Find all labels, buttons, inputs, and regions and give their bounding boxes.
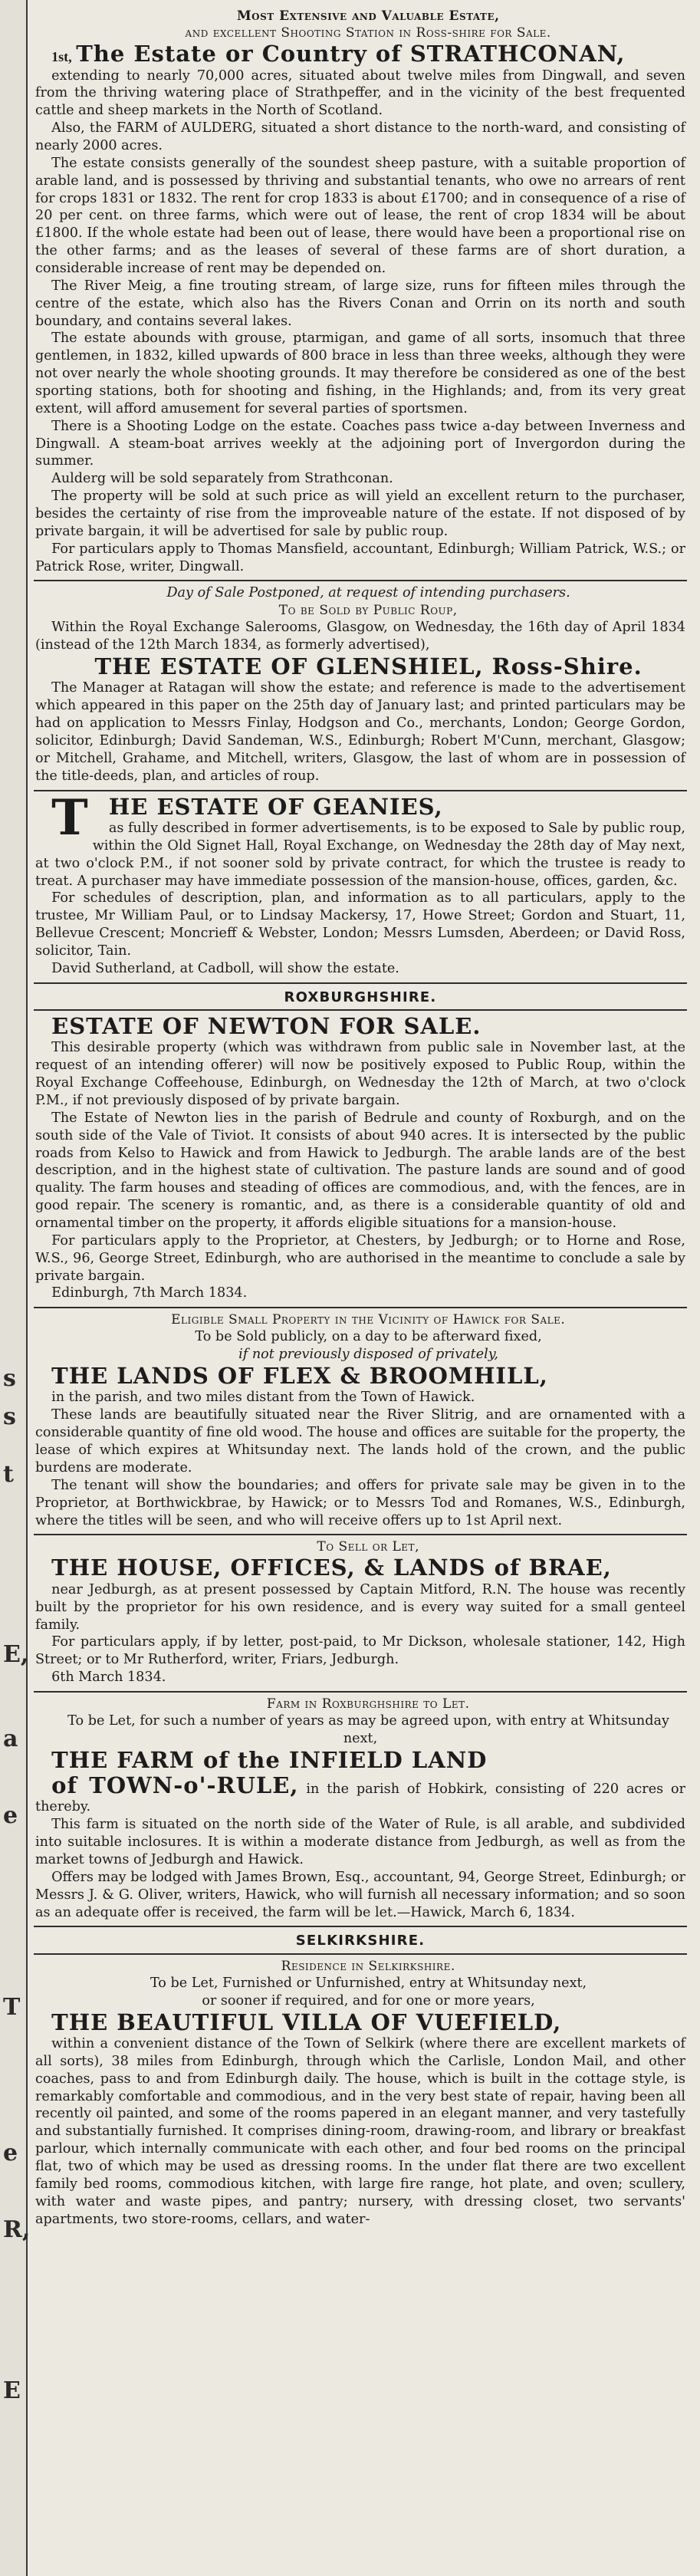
ad-title-line xyxy=(35,1555,685,1581)
ad-title-line xyxy=(35,788,685,847)
ad-title-line xyxy=(35,1773,685,1816)
ad-subheading: To be Let, for such a number of years as may be agreed upon, with entry at Whitsunday next, xyxy=(67,1713,669,1746)
ad-heading: Residence in Selkirkshire. xyxy=(281,1958,455,1974)
ad-paragraph: The Estate of Newton lies in the parish of Bedrule and county of Roxburgh, and on the south side of the Vale of Tiviot. It consists of about 940 acres. It is intersected by the public roads from Kelso to Hawick and from Hawick to Jedburgh. The arable lands are of the best description, and in the highest state of cultivation. The pasture lands are sound and of good quality. The farm houses and steading of offices are commodious, and, with the fences, are in good repair. The scenery is romantic, and, as there is a considerable quantity of old and ornamental timber on the property, it affords eligible situations for a mansion-house. xyxy=(35,1110,685,1232)
ad-paragraph: Aulderg will be sold separately from Strathconan. xyxy=(51,471,393,487)
gutter-mark: E, xyxy=(3,1641,29,1668)
gutter-mark: t xyxy=(3,1461,14,1488)
gutter-mark: T xyxy=(3,1994,21,2021)
ad-title: ESTATE OF NEWTON FOR SALE. xyxy=(51,1013,481,1040)
ad-subheading: To be Sold publicly, on a day to be afterward fixed, xyxy=(195,1329,542,1345)
ad-paragraph: The River Meig, a fine trouting stream, of large size, runs for fifteen miles through the centre of the estate, which also has the Rivers Conan and Orrin on its north and south boundary, and contains several lakes. xyxy=(35,278,685,329)
ad-paragraph: For particulars apply to Thomas Mansfield, accountant, Edinburgh; William Patrick, W.S.; or Patrick Rose, writer, Dingwall. xyxy=(35,541,685,574)
ad-title: THE LANDS OF FLEX & BROOMHILL, xyxy=(51,1363,548,1390)
ad-heading: Eligible Small Property in the Vicinity of Hawick for Sale. xyxy=(171,1312,566,1328)
ad-subheading: if not previously disposed of privately, xyxy=(238,1347,498,1363)
ad-paragraph: The estate abounds with grouse, ptarmigan, and game of all sorts, insomuch that three gentlemen, in 1832, killed upwards of 800 brace in less than three weeks, although they were not over nearly the whole shooting grounds. It may therefore be considered as one of the best sporting stations, both for shooting and fishing, in the Highlands; and, from its very great extent, will afford amusement for several parties of sportsmen. xyxy=(35,331,685,416)
gutter-mark: s xyxy=(3,1403,16,1430)
gutter-mark: s xyxy=(3,1365,16,1392)
ad-paragraph: For particulars apply, if by letter, post-paid, to Mr Dickson, wholesale stationer, 142, High Street; or to Mr Rutherford, writer, Friars, Jedburgh. xyxy=(35,1634,685,1668)
ad-title: THE FARM of the INFIELD LAND xyxy=(51,1746,488,1773)
ad-vuefield xyxy=(34,1955,687,2233)
ad-paragraph: The Manager at Ratagan will show the estate; and reference is made to the advertisement which appeared in this paper on the 25th day of January last; and printed particulars may be had on application to Messrs Finlay, Hodgson and Co., merchants, London; George Gordon, solicitor, Edinburgh; David Sandeman, W.S., Edinburgh; Robert M'Cunn, merchant, Glasgow; or Mitchell, Grahame, and Mitchell, writers, Glasgow, the last of whom are in possession of the title-deeds, plan, and articles of roup. xyxy=(35,680,685,784)
ad-paragraph: These lands are beautifully situated near the River Slitrig, and are ornamented with a considerable quantity of fine old wood. The house and offices are suitable for the property, the lease of which expires at Whitsunday next. The lands hold of the crown, and the public burdens are moderate. xyxy=(35,1407,685,1476)
ad-paragraph: The property will be sold at such price as will yield an excellent return to the purchaser, besides the certainty of rise from the improveable nature of the estate. If not disposed of by private bargain, it will be advertised for sale by public roup. xyxy=(35,489,685,539)
ad-geanies xyxy=(34,788,687,984)
ad-notice: Day of Sale Postponed, at request of intending purchasers. xyxy=(166,585,570,601)
ad-title: THE ESTATE OF GLENSHIEL, Ross-Shire. xyxy=(94,653,642,680)
ad-paragraph: David Sutherland, at Cadboll, will show the estate. xyxy=(51,960,399,976)
ad-brae xyxy=(34,1535,687,1693)
ad-paragraph: For schedules of description, plan, and information as to all particulars, apply to the trustee, Mr William Paul, or to Lindsay Mackersy, 17, Howe Street; Gordon and Stuart, 11, Bellevue Crescent; Moncrieff & Webster, London; Messrs Lumsden, Aberdeen; or David Ross, solicitor, Tain. xyxy=(35,890,685,959)
left-column-gutter xyxy=(0,0,31,2576)
ad-title-line xyxy=(35,41,685,67)
ad-heading: Most Extensive and Valuable Estate, xyxy=(236,8,500,24)
ad-paragraph: within a convenient distance of the Town of Selkirk (where there are excellent markets of all sorts), 38 miles from Edinburgh, through which the Carlisle, London Mail, and other coaches, pass to and from Edinburgh daily. The house, which is built in the cottage style, is remarkably comfortable and commodious, and in the very best state of repair, having been all recently oil painted, and some of the rooms papered in an elegant manner, and very tastefully and substantially furnished. It comprises dining-room, drawing-room, and library or breakfast parlour, which internally communicate with each other, and four bed rooms on the principal flat, two of which may be used as dressing rooms. In the under flat there are two excellent family bed rooms, commodious kitchen, with large fire range, hot plate, and oven; scullery, with water and waste pipes, and pantry; nursery, with dressing closet, two servants' apartments, two store-rooms, cellars, and water- xyxy=(35,2036,685,2227)
ad-paragraph: 6th March 1834. xyxy=(51,1670,166,1686)
ad-subheading: and excellent Shooting Station in Ross-shire for Sale. xyxy=(185,25,551,41)
section-heading-selkirkshire: SELKIRKSHIRE. xyxy=(34,1927,687,1954)
section-heading-roxburghshire: ROXBURGHSHIRE. xyxy=(34,984,687,1011)
ad-paragraph: The tenant will show the boundaries; and offers for private sale may be given in to the Proprietor, at Borthwickbrae, by Hawick; or to Messrs Tod and Romanes, W.S., Edinburgh, where the titles will be seen, and who will receive offers up to 1st April next. xyxy=(35,1477,685,1528)
gutter-mark: R, xyxy=(3,2216,31,2243)
drop-cap: T xyxy=(51,788,88,847)
ad-title-line xyxy=(35,2010,685,2035)
ad-paragraph: Within the Royal Exchange Salerooms, Glasgow, on Wednesday, the 16th day of April 1834 (instead of the 12th March 1834, as formerly advertised), xyxy=(35,620,685,653)
ad-title: HE ESTATE OF GEANIES, xyxy=(108,793,443,820)
ad-paragraph: as fully described in former advertisements, is to be exposed to Sale by public roup, within the Old Signet Hall, Royal Exchange, on Wednesday the 28th day of May next, at two o'clock P.M., if not sooner sold by private contract, for which the trustee is ready to treat. A purchaser may have immediate possession of the mansion-house, offices, garden, &c. xyxy=(35,820,685,889)
ad-paragraph: in the parish of Hobkirk, consisting of 220 acres or thereby. xyxy=(35,1781,686,1815)
newspaper-column xyxy=(34,5,687,2570)
ad-newton xyxy=(34,1011,687,1308)
ad-town-o-rule xyxy=(34,1693,687,1928)
ad-paragraph: near Jedburgh, as at present possessed by Captain Mitford, R.N. The house was recently built by the proprietor for his own residence, and is every way suited for a small genteel family. xyxy=(35,1581,685,1633)
ad-heading: Farm in Roxburghshire to Let. xyxy=(266,1696,470,1712)
ad-title-line xyxy=(35,654,685,679)
ad-paragraph: This farm is situated on the north side of the Water of Rule, is all arable, and subdivided into suitable inclosures. It is within a moderate distance from Jedburgh, as well as from the market towns of Jedburgh and Hawick. xyxy=(35,1817,685,1868)
gutter-mark: e xyxy=(3,1802,18,1829)
ad-title: The Estate or Country of STRATHCONAN, xyxy=(76,41,626,67)
ad-title: of TOWN-o'-RULE, xyxy=(51,1772,299,1799)
ad-paragraph: The estate consists generally of the soundest sheep pasture, with a suitable proportion of arable land, and is possessed by thriving and substantial tenants, who owe no arrears of rent for crops 1831 or 1832. The rent for crop 1833 is about £1700; and in consequence of a rise of 20 per cent. on three farms, which were out of lease, the rent of crop 1834 will be about £1800. If the whole estate had been out of lease, there would have been a proportional rise on the other farms; and as the leases of several of these farms are of short duration, a considerable increase of rent may be depended on. xyxy=(35,155,685,276)
ad-paragraph: There is a Shooting Lodge on the estate. Coaches pass twice a-day between Inverness and Dingwall. A steam-boat arrives weekly at the adjoining port of Invergordon during the summer. xyxy=(35,418,685,469)
ad-subheading: or sooner if required, and for one or more years, xyxy=(202,1992,535,2008)
ad-title: THE BEAUTIFUL VILLA OF VUEFIELD, xyxy=(51,2008,562,2035)
ad-title-line xyxy=(35,1014,685,1039)
ad-subheading: To be Sold by Public Roup, xyxy=(278,603,458,619)
ad-glenshiel xyxy=(34,581,687,791)
gutter-mark: E xyxy=(3,2377,21,2404)
ad-heading: To Sell or Let, xyxy=(317,1539,419,1555)
ad-paragraph: in the parish, and two miles distant from the Town of Hawick. xyxy=(51,1390,475,1406)
ad-paragraph: Also, the FARM of AULDERG, situated a short distance to the north-ward, and consisting of nearly 2000 acres. xyxy=(35,120,685,153)
ad-paragraph: This desirable property (which was withdrawn from public sale in November last, at the request of an intending offerer) will now be positively exposed to Public Roup, within the Royal Exchange Coffeehouse, Edinburgh, on Wednesday the 12th of March, at two o'clock P.M., if not previously disposed of by private bargain. xyxy=(35,1040,685,1109)
ad-strathconan xyxy=(34,5,687,581)
ad-paragraph: Edinburgh, 7th March 1834. xyxy=(51,1285,248,1301)
ad-paragraph: Offers may be lodged with James Brown, Esq., accountant, 94, George Street, Edinburgh; or Messrs J. & G. Oliver, writers, Hawick, who will furnish all necessary information; and so soon as an adequate offer is received, the farm will be let.—Hawick, March 6, 1834. xyxy=(35,1869,685,1920)
ad-title: THE HOUSE, OFFICES, & LANDS of BRAE, xyxy=(51,1554,612,1581)
gutter-mark: e xyxy=(3,2140,18,2166)
lot-number: 1st, xyxy=(51,49,72,65)
ad-title-line xyxy=(35,1748,685,1773)
gutter-mark: a xyxy=(3,1726,18,1752)
ad-flex-broomhill xyxy=(34,1308,687,1535)
ad-paragraph: For particulars apply to the Proprietor, at Chesters, by Jedburgh; or to Horne and Rose, W.S., 96, George Street, Edinburgh, who are authorised in the meantime to conclude a sale by private bargain. xyxy=(35,1232,685,1284)
ad-paragraph: extending to nearly 70,000 acres, situated about twelve miles from Dingwall, and seven from the thriving watering place of Strathpeffer, and in the vicinity of the best frequented cattle and sheep markets in the North of Scotland. xyxy=(35,67,685,119)
ad-title-line xyxy=(35,1364,685,1389)
ad-subheading: To be Let, Furnished or Unfurnished, entry at Whitsunday next, xyxy=(150,1975,587,1991)
